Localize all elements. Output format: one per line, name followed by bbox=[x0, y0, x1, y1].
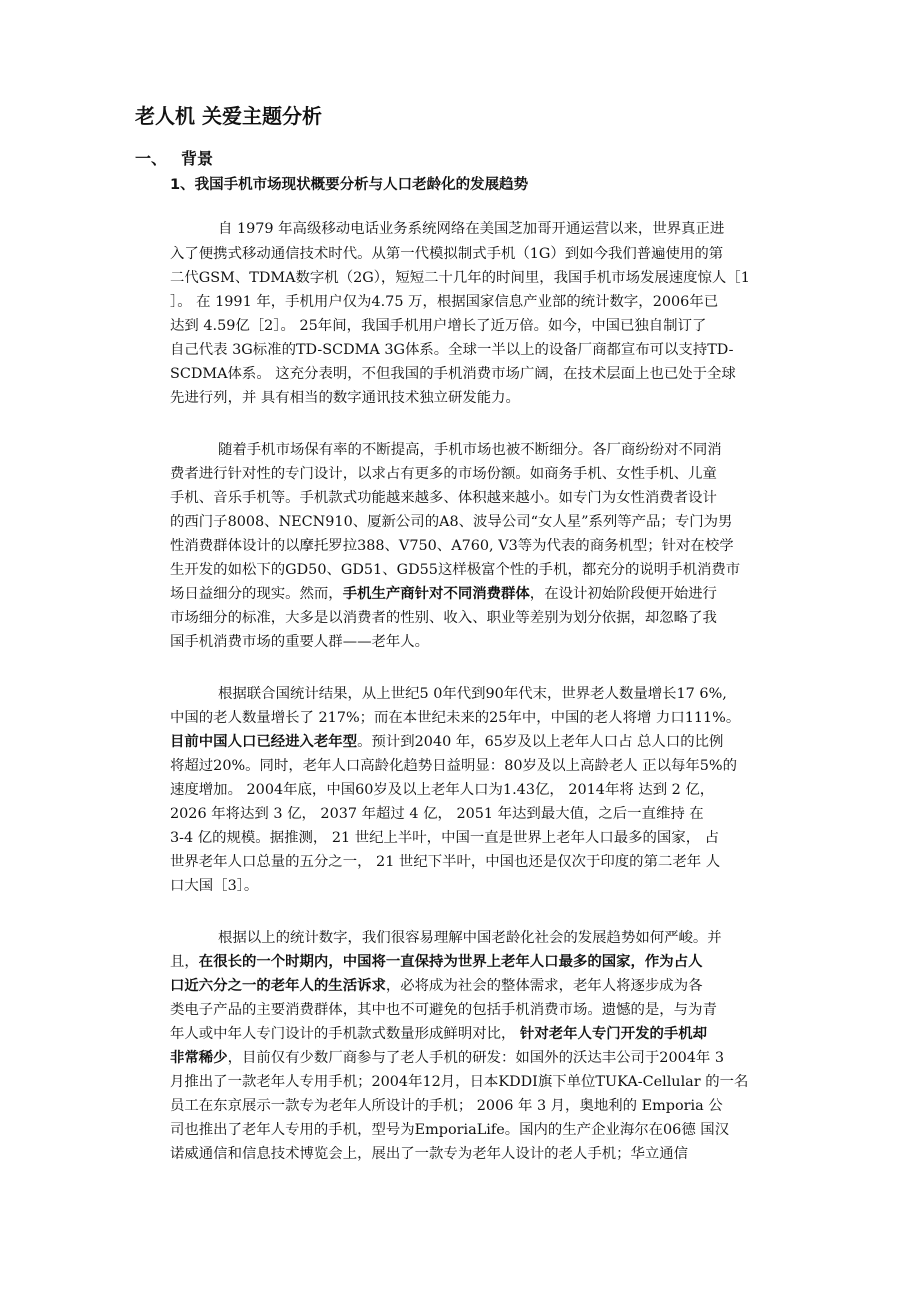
body-line bbox=[170, 950, 702, 974]
body-line bbox=[170, 314, 706, 338]
text-run: SCDMA体系。 这充分表明，不但我国的手机消费市场广阔，在技术层面上也已处于全球 bbox=[170, 366, 736, 382]
text-run: 二代GSM、TDMA数字机（2G），短短二十几年的时间里，我国手机市场发展速度惊人［1 bbox=[170, 270, 750, 286]
body-line bbox=[170, 558, 740, 582]
text-run: 司也推出了老年人专用的手机，型号为EmporiaLife。国内的生产企业海尔在06德 国汉 bbox=[170, 1122, 730, 1138]
text-run: 根据联合国统计结果，从上世纪5 0年代到90年代末，世界老人数量增长17 6%, bbox=[218, 686, 727, 702]
body-line bbox=[170, 1094, 723, 1118]
text-run: 先进行列，并 具有相当的数字通讯技术独立研发能力。 bbox=[170, 390, 520, 406]
body-line bbox=[170, 462, 717, 486]
text-run: 国手机消费市场的重要人群——老年人。 bbox=[170, 634, 430, 650]
body-line bbox=[170, 826, 719, 850]
subsection-heading: 1、我国手机市场现状概要分析与人口老龄化的发展趋势 bbox=[170, 177, 529, 193]
text-run: 且， bbox=[170, 954, 199, 970]
text-run: ，在设计初始阶段便开始进行 bbox=[529, 586, 717, 602]
section-label: 背景 bbox=[181, 149, 214, 168]
body-line bbox=[218, 438, 722, 462]
body-line bbox=[170, 850, 720, 874]
emphasis-text: 针对老年人专门开发的手机却 bbox=[519, 1025, 708, 1042]
text-run: 自己代表 3G标准的TD-SCDMA 3G体系。全球一半以上的设备厂商都宣布可以支持TD- bbox=[170, 342, 734, 358]
text-run: 的西门子8008、NECN910、厦新公司的A8、波导公司“女人星”系列等产品；专门为男 bbox=[170, 514, 733, 530]
section-number: 一、 bbox=[135, 149, 168, 168]
body-line bbox=[170, 998, 717, 1022]
body-line bbox=[170, 338, 733, 362]
body-line bbox=[218, 926, 722, 950]
text-run: 随着手机市场保有率的不断提高，手机市场也被不断细分。各厂商纷纷对不同消 bbox=[218, 442, 722, 458]
body-line bbox=[170, 486, 717, 510]
text-run: 根据以上的统计数字，我们很容易理解中国老龄化社会的发展趋势如何严峻。并 bbox=[218, 930, 722, 946]
body-line bbox=[170, 606, 717, 630]
text-run: ，目前仅有少数厂商参与了老人手机的研发：如国外的沃达丰公司于2004年 3 bbox=[227, 1050, 725, 1066]
body-line bbox=[170, 974, 702, 998]
body-line bbox=[170, 1046, 724, 1070]
body-line bbox=[170, 290, 718, 314]
body-line bbox=[170, 802, 704, 826]
text-run: 类电子产品的主要消费群体，其中也不可避免的包括手机消费市场。遗憾的是，与为青 bbox=[170, 1002, 717, 1018]
body-line bbox=[170, 534, 734, 558]
body-line bbox=[170, 706, 740, 730]
text-run: 世界老年人口总量的五分之一， 21 世纪下半叶，中国也还是仅次于印度的第二老年 人 bbox=[170, 854, 721, 870]
text-run: ］。 在 1991 年，手机用户仅为4.75 万，根据国家信息产业部的统计数字，2006年已 bbox=[170, 294, 719, 310]
body-line bbox=[218, 217, 724, 241]
emphasis-text: 非常稀少 bbox=[170, 1049, 228, 1066]
text-run: 诺威通信和信息技术博览会上，展出了一款专为老年人设计的老人手机；华立通信 bbox=[170, 1146, 689, 1162]
body-line bbox=[170, 266, 750, 290]
body-line bbox=[170, 874, 258, 898]
body-line bbox=[170, 1070, 748, 1094]
text-run: ，必将成为社会的整体需求，老年人将逐步成为各 bbox=[385, 978, 703, 994]
text-run: 场日益细分的现实。然而， bbox=[170, 586, 343, 602]
emphasis-text: 在很长的一个时期内，中国将一直保持为世界上老年人口最多的国家，作为占人 bbox=[198, 953, 703, 970]
text-run: 市场细分的标准，大多是以消费者的性别、收入、职业等差别为划分依据，却忽略了我 bbox=[170, 610, 717, 626]
text-run: 生开发的如松下的GD50、GD51、GD55这样极富个性的手机，都充分的说明手机消费市 bbox=[170, 562, 741, 578]
section-heading bbox=[135, 146, 213, 169]
emphasis-text: 口近六分之一的老年人的生活诉求 bbox=[170, 977, 386, 994]
text-run: 自 1979 年高级移动电话业务系统网络在美国芝加哥开通运营以来，世界真正进 bbox=[218, 221, 725, 237]
text-run: 将超过20%。同时，老年人口高龄化趋势日益明显：80岁及以上高龄老人 正以每年5%的 bbox=[170, 758, 737, 774]
text-run: 手机、音乐手机等。手机款式功能越来越多、体积越来越小。如专门为女性消费者设计 bbox=[170, 490, 717, 506]
body-line bbox=[170, 1118, 729, 1142]
body-line bbox=[170, 510, 732, 534]
body-line bbox=[170, 242, 723, 266]
emphasis-text: 手机生产商针对不同消费群体 bbox=[342, 585, 530, 602]
body-line bbox=[170, 630, 429, 654]
text-run: 3-4 亿的规模。据推测， 21 世纪上半叶，中国一直是世界上老年人口最多的国家， 占 bbox=[170, 830, 720, 846]
text-run: 入了便携式移动通信技术时代。从第一代模拟制式手机（1G）到如今我们普遍使用的第 bbox=[170, 246, 724, 262]
text-run: 达到 4.59亿［2］。 25年间，我国手机用户增长了近万倍。如今，中国已独自制订了 bbox=[170, 318, 707, 334]
body-line bbox=[170, 362, 736, 386]
text-run: 2026 年将达到 3 亿， 2037 年超过 4 亿， 2051 年达到最大值，之后一直维持 在 bbox=[170, 806, 704, 822]
text-run: 速度增加。 2004年底，中国60岁及以上老年人口为1.43亿， 2014年将 达到 2 亿， bbox=[170, 782, 715, 798]
document-title: 老人机 关爱主题分析 bbox=[135, 104, 322, 128]
body-line bbox=[170, 582, 717, 606]
body-line bbox=[170, 730, 723, 754]
body-line bbox=[170, 1022, 707, 1046]
body-line bbox=[170, 386, 520, 410]
text-run: 费者进行针对性的专门设计，以求占有更多的市场份额。如商务手机、女性手机、儿童 bbox=[170, 466, 717, 482]
body-line bbox=[170, 754, 737, 778]
text-run: 员工在东京展示一款专为老年人所设计的手机； 2006 年 3 月，奥地利的 Emporia 公 bbox=[170, 1098, 723, 1114]
body-line bbox=[170, 1142, 688, 1166]
text-run: 性消费群体设计的以摩托罗拉388、V750、A760, V3等为代表的商务机型；针对在校学 bbox=[170, 538, 734, 554]
body-line bbox=[170, 778, 714, 802]
text-run: 年人或中年人专门设计的手机款式数量形成鲜明对比， bbox=[170, 1026, 520, 1042]
text-run: 口大国［3］。 bbox=[170, 878, 259, 894]
text-run: 中国的老人数量增长了 217%；而在本世纪未来的25年中，中国的老人将增 力口111%。 bbox=[170, 710, 741, 726]
text-run: 。预计到2040 年，65岁及以上老年人口占 总人口的比例 bbox=[357, 734, 724, 750]
emphasis-text: 目前中国人口已经进入老年型 bbox=[170, 733, 358, 750]
text-run: 月推出了一款老年人专用手机；2004年12月，日本KDDI旗下单位TUKA-Cellular 的一名 bbox=[170, 1074, 749, 1090]
body-line bbox=[218, 682, 727, 706]
